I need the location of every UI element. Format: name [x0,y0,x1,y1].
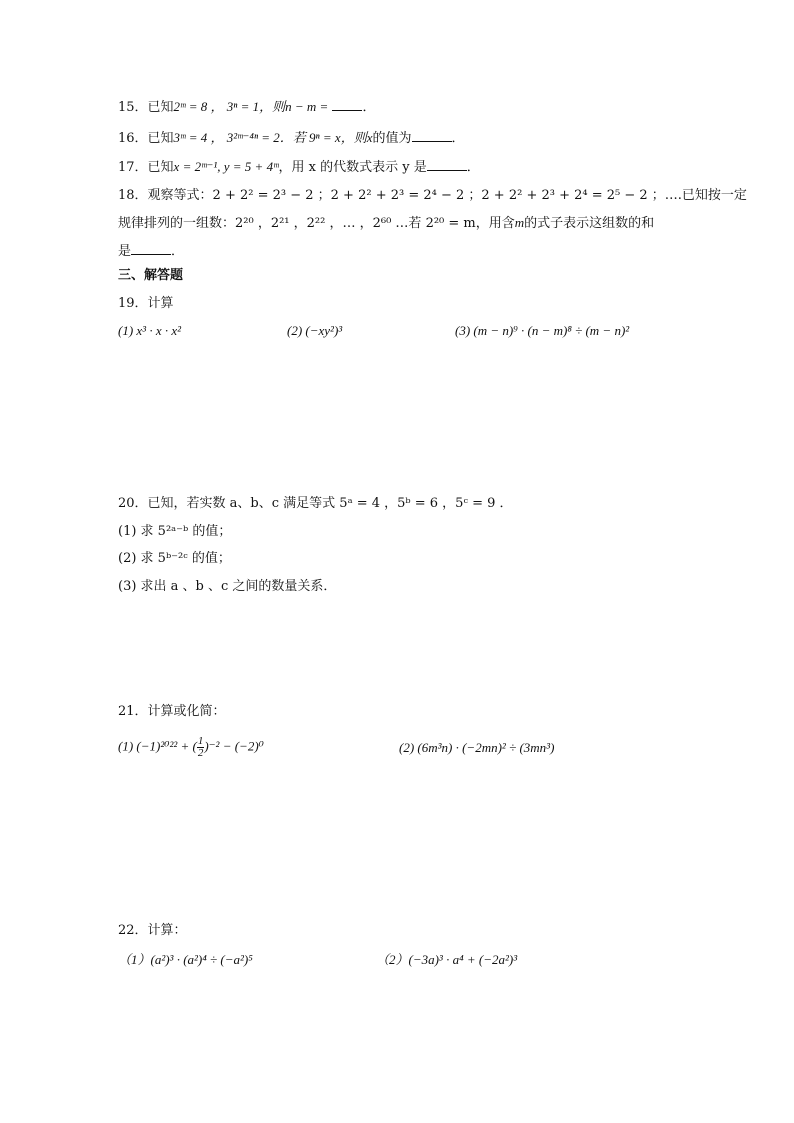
question-20-title: 20．已知，若实数 a、b、c 满足等式 5ᵃ = 4 ，5ᵇ = 6 ，5ᶜ = 9 ． [118,496,513,511]
q19-part-1: (1) x³ · x · x² [118,323,182,338]
question-16: 16．已知3ᵐ = 4 ， 3²ᵐ⁻⁴ⁿ = 2．若 9ⁿ = x，则x的值为 ． [118,127,465,149]
question-18-line-3: 是 ． [118,240,184,262]
answer-blank[interactable] [412,127,452,142]
q15-expression: n − m = [285,99,329,114]
q22-part-2: （2）(−3a)³ · a⁴ + (−2a²)³ [376,952,518,967]
question-15: 15．已知2ᵐ = 8 ， 3ⁿ = 1，则n − m = ． [118,96,375,118]
q20-part-3: (3) 求出 a 、b 、c 之间的数量关系． [118,579,337,594]
q16-condition: 3ᵐ = 4 ， 3²ᵐ⁻⁴ⁿ = 2．若 9ⁿ = x，则 [173,130,367,145]
q17-condition: x = 2ᵐ⁻¹, y = 5 + 4ᵐ [173,159,279,174]
question-17: 17．已知x = 2ᵐ⁻¹, y = 5 + 4ᵐ，用 x 的代数式表示 y 是 ． [118,156,480,178]
q19-part-3: (3) (m − n)⁹ · (n − m)⁸ ÷ (m − n)² [455,323,630,338]
answer-blank[interactable] [332,96,362,111]
question-18-line-1: 18．观察等式：2 + 2² = 2³ − 2 ；2 + 2² + 2³ = 2⁴ − 2 ；2 + 2² + 2³ + 2⁴ = 2⁵ − 2 ；….已知按一定 [118,188,747,203]
question-18-line-2: 规律排列的一组数：2²⁰ ，2²¹ ，2²² ，… ，2⁶⁰ …若 2²⁰ = m，用含m的式子表示这组数的和 [118,215,655,231]
q15-condition: 2ᵐ = 8 ， 3ⁿ = 1，则 [173,99,286,114]
q19-part-2: (2) (−xy²)³ [287,323,343,338]
question-19-title: 19．计算 [118,296,174,311]
question-21-title: 21．计算或化简： [118,704,226,719]
section-heading: 三、解答题 [118,268,184,283]
question-22-title: 22．计算： [118,923,187,938]
answer-blank[interactable] [131,240,171,255]
q21-part-2: (2) (6m³n) · (−2mn)² ÷ (3mn³) [399,740,555,755]
answer-blank[interactable] [427,156,467,171]
fraction: $\frac{1}{2}$ [197,735,204,759]
q22-part-1: （1）(a²)³ · (a²)⁴ ÷ (−a²)⁵ [118,952,253,967]
q20-part-2: (2) 求 5ᵇ⁻²ᶜ 的值； [118,551,231,566]
q20-part-1: (1) 求 5²ᵃ⁻ᵇ 的值； [118,524,232,539]
q21-part-1: (1) (−1)²⁰²² + ( $\frac{1}{2}$ )⁻² − (−2)⁰ [118,735,264,759]
